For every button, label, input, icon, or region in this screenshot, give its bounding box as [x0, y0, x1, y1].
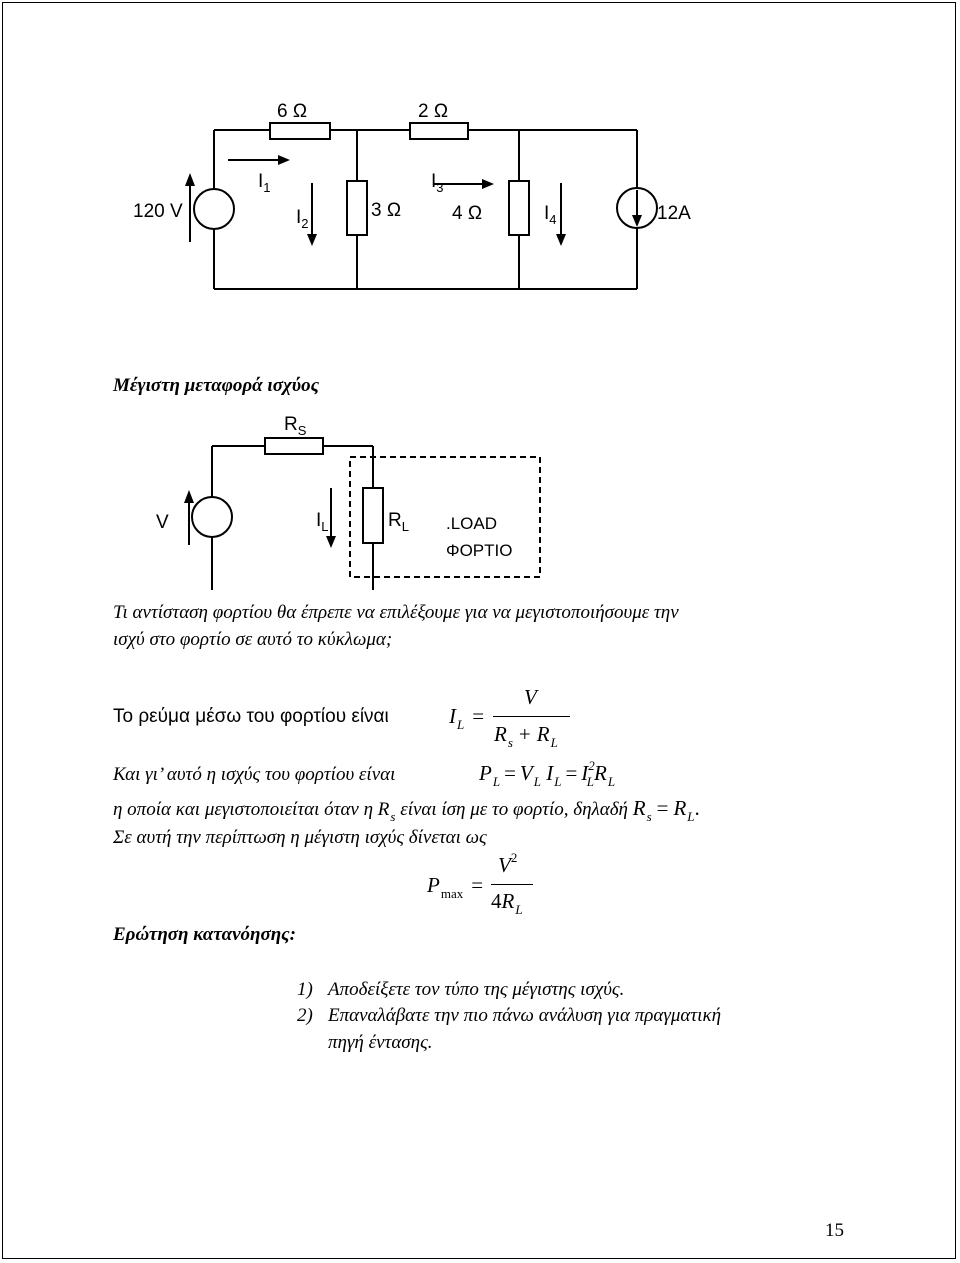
label-il: $I_L$ — [316, 510, 329, 534]
label-i1: $I_1$ — [258, 171, 271, 195]
circuit-diagram-2 — [0, 400, 960, 590]
label-rl: $R_L$ — [388, 510, 409, 534]
list-item-1-num: 1) — [297, 979, 313, 1000]
label-r4: 4 Ω — [452, 203, 483, 224]
label-i4: $I_4$ — [544, 203, 557, 227]
formula-pmax-denominator: $4R_L$ — [491, 889, 523, 917]
formula-pmax-numerator: $V^2$ — [498, 850, 518, 877]
current-text: Το ρεύμα μέσω του φορτίου είναι — [113, 706, 389, 727]
list-item-2-num: 2) — [297, 1005, 313, 1026]
list-item-2-text: Επαναλάβατε την πιο πάνω ανάλυση για πραγματική — [328, 1005, 721, 1026]
page-number: 15 — [825, 1220, 844, 1241]
resistor-3ohm — [347, 181, 367, 235]
circuit-diagram-1 — [0, 0, 960, 330]
formula-il: $I_L$ = — [449, 704, 485, 732]
label-source-voltage: 120 V — [133, 201, 183, 222]
label-i2: $I_2$ — [296, 207, 309, 231]
label-rs: $R_S$ — [284, 414, 307, 438]
comprehension-title: Ερώτηση κατανόησης: — [113, 924, 296, 945]
resistor-2ohm — [410, 123, 468, 139]
label-load-en: .LOAD — [446, 514, 498, 533]
case-text: Σε αυτή την περίπτωση η μέγιστη ισχύς δίνεται ως — [113, 827, 487, 848]
section-title: Μέγιστη μεταφορά ισχύος — [113, 375, 320, 396]
formula-il-denominator: $R_s + R_L$ — [494, 722, 558, 750]
list-item-1-text: Αποδείξετε τον τύπο της μέγιστης ισχύς. — [328, 979, 625, 1000]
label-i3: $I_3$ — [431, 171, 444, 195]
formula-power: $P_L = V_L$ $I_L = I^2_LR_L$ — [479, 758, 616, 789]
question-line-2: ισχύ στο φορτίο σε αυτό το κύκλωμα; — [113, 629, 393, 650]
label-r3: 3 Ω — [371, 200, 402, 221]
resistor-6ohm — [270, 123, 330, 139]
question-line-1: Τι αντίσταση φορτίου θα έπρεπε να επιλέξουμε για να μεγιστοποιήσουμε την — [113, 602, 679, 623]
voltage-source-120v — [194, 189, 234, 229]
label-source-current: 12A — [657, 203, 691, 224]
fraction-bar-1 — [493, 716, 570, 717]
voltage-source-v — [192, 497, 232, 537]
max-condition-line: η οποία και μεγιστοποιείται όταν η $R_s$ είναι ίση με το φορτίο, δηλαδή $R_s = R_L$. — [113, 796, 700, 824]
list-item-2-continuation: πηγή έντασης. — [328, 1032, 433, 1053]
resistor-4ohm — [509, 181, 529, 235]
label-r1: 6 Ω — [277, 101, 308, 122]
power-text: Και γι’ αυτό η ισχύς του φορτίου είναι — [113, 764, 396, 785]
formula-pmax: $P_{max}$ = — [427, 873, 484, 901]
resistor-rl — [363, 488, 383, 543]
fraction-bar-2 — [491, 884, 533, 885]
formula-il-numerator: V — [524, 685, 537, 709]
label-load-gr: ΦΟΡΤΙΟ — [446, 541, 513, 560]
label-r2: 2 Ω — [418, 101, 449, 122]
resistor-rs — [265, 438, 323, 454]
label-v: V — [156, 512, 169, 533]
